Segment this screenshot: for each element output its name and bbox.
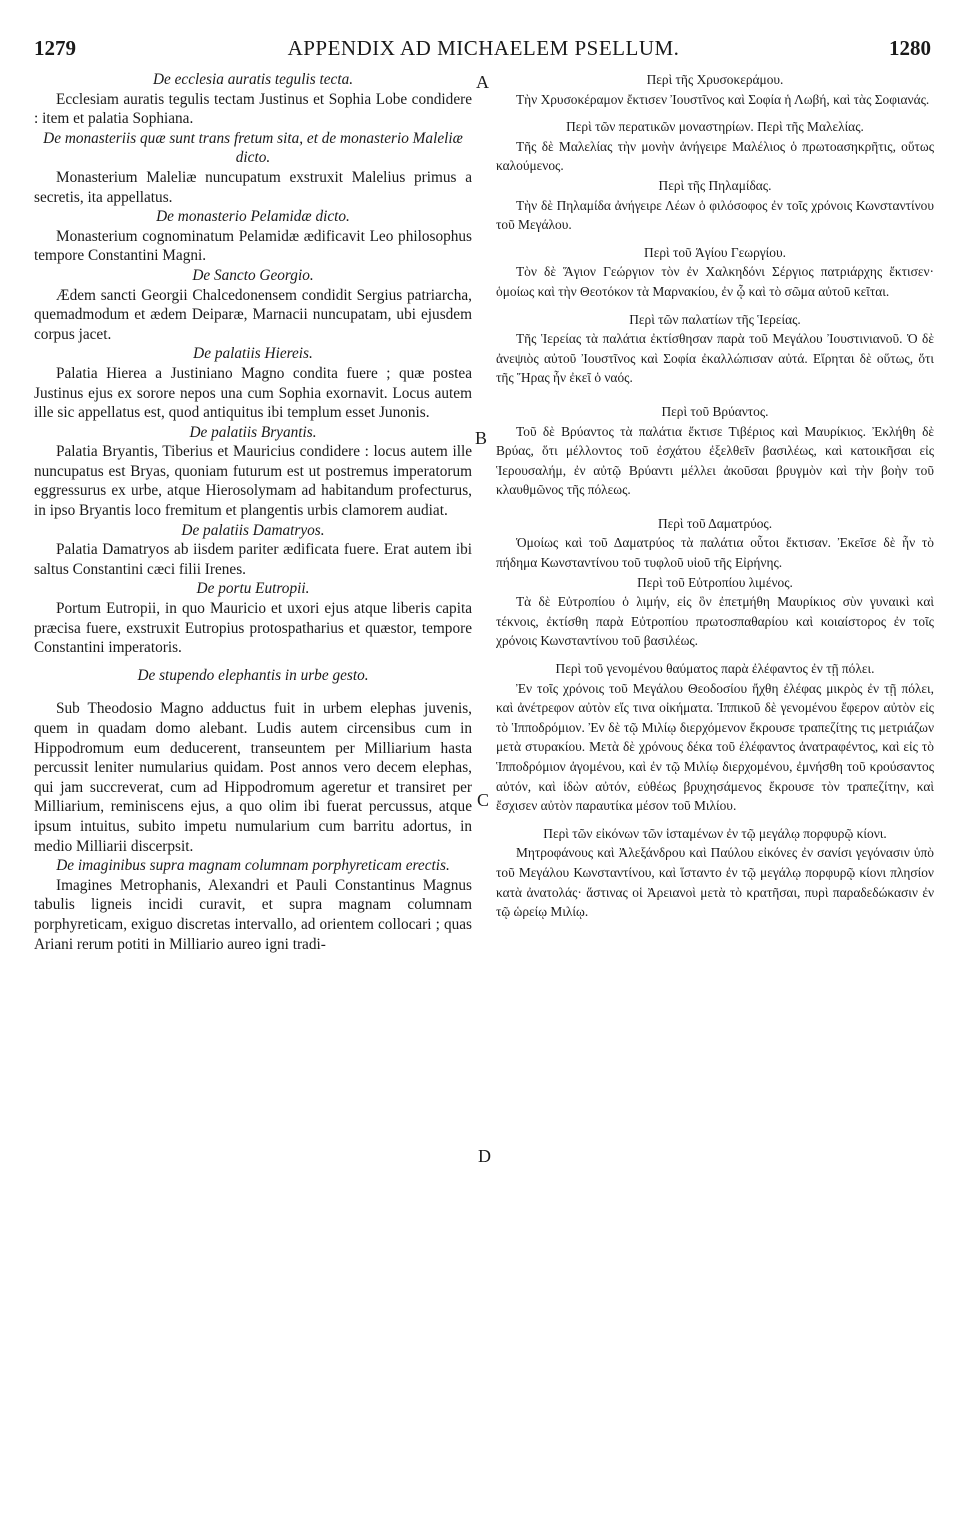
section-title: Περὶ τοῦ γενομένου θαύματος παρὰ ἐλέφαντος ἐν τῇ πόλει.: [555, 661, 875, 677]
section-title: Περὶ τῆς Πηλαμίδας.: [658, 177, 772, 193]
margin-marker-a: A: [476, 72, 489, 92]
section-title: Περὶ τῆς Χρυσοκεράμου.: [646, 72, 784, 87]
section-text: Ἐν τοῖς χρόνοις τοῦ Μεγάλου Θεοδοσίου ἤχθη ἐλέφας μικρὸς ἐν τῇ πόλει, καὶ ἀνέτρεφον αὐτὸν εἴς τινα οἰκήματα. Ἱππικοῦ δὲ γενομένου ἔφερον αὐτὸν εἰς τὸ Ἱπποδρόμιον. Ἐν δὲ τῷ Μιλίῳ διερχόμενον ἔκρουσε τραπεζίτης τις μετριάζων μετὰ στυρακίου. Μετὰ δὲ χρόνους δέκα τοῦ ἐλέφαντος ἀνατραφέντος, καὶ εἰς τὸ Ἱπποδρόμιον ἀγομένου, καὶ ἐν τῷ Μιλίῳ διερχομένου, ἐμνήσθη τοῦ κρούσαντος αὐτόν, καὶ ἰδὼν αὐτόν, εὐθέως βρυχησάμενος ἔκρουσε τὸν τραπεζίτην, καὶ ἔσχισεν αὐτὸν παραυτίκα μέσον τοῦ Μιλίου.: [496, 680, 934, 814]
greek-section: [496, 310, 934, 388]
running-title: APPENDIX AD MICHAELEM PSELLUM.: [287, 36, 680, 60]
section-title: De monasterio Pelamidæ dicto.: [156, 208, 350, 226]
margin-marker-b: B: [475, 428, 488, 448]
section-text: Palatia Bryantis, Tiberius et Mauricius condidere : locus autem ille nuncupatus est Bryas, quoniam futurum est ut postremus imperatorum eggressurus ex urbe, atque Hierosolymam ad habitandum profecturus, in ipso Bryantis loco fremitum et plangentis urbis clamorem audiat.: [34, 443, 472, 520]
greek-section: [496, 70, 934, 109]
greek-section: [496, 176, 934, 235]
section-text: Portum Eutropii, in quo Mauricio et uxori ejus atque liberis capita præcisa fuere, exstruxit Eutropius protospatharius et quæstor, tempore Constantini imperatoris.: [34, 600, 472, 657]
margin-marker-d: D: [478, 1146, 491, 1166]
section-text: Monasterium cognominatum Pelamidæ ædificavit Leo philosophus tempore Constantini Magni.: [34, 227, 472, 265]
section-text: Palatia Damatryos ab iisdem pariter ædificata fuere. Erat autem ibi saltus Constantini cæci filii Irenes.: [34, 541, 472, 578]
latin-section: [34, 579, 472, 657]
section-title: De palatiis Damatryos.: [181, 521, 325, 539]
section-text: Ὁμοίως καὶ τοῦ Δαματρύος τὰ παλάτια οὗτοι ἔκτισαν. Ἐκεῖσε δὲ ἦν τὸ πήδημα Κωνσταντίνου τοῦ τυφλοῦ υἱοῦ τῆς Εἰρήνης.: [496, 535, 934, 571]
section-title: Περὶ τοῦ Δαματρύος.: [657, 515, 773, 531]
latin-section: [34, 521, 472, 580]
page-header: [0, 34, 967, 66]
section-text: Τῆς Ἱερείας τὰ παλάτια ἐκτίσθησαν παρὰ τοῦ Μεγάλου Ἰουστινιανοῦ. Ὁ δὲ ἀνεψιὸς αὐτοῦ Ἰουστῖνος καὶ Σοφία ἐκαλλώπισαν αὐτά. Εἴρηται δὲ οὕτως, ὅτι τῆς Ἥρας ἦν ἐκεῖ ὁ ναός.: [496, 331, 934, 386]
section-title: De ecclesia auratis tegulis tecta.: [152, 71, 354, 88]
section-text: Τῆς δὲ Μαλελίας τὴν μονὴν ἀνήγειρε Μαλέλιος ὁ πρωτοασηκρῆτις, οὕτως καλούμενος.: [496, 138, 934, 174]
section-text: Τὴν δὲ Πηλαμίδα ἀνήγειρε Λέων ὁ φιλόσοφος ἐν τοῖς χρόνοις Κωνσταντίνου τοῦ Μεγάλου.: [496, 197, 934, 233]
section-text: Sub Theodosio Magno adductus fuit in urbem elephas juvenis, quem in quadam domo alebant. Ludis autem circensibus cum in Hippodromum eum deducerent, transeuntem per Milliarium hasta percussit leniter numularius quidam. Post annos vero decem elephas, qui jam succreverat, cum ad Hippodromum ageretur et transiret per Milliarium, reminiscens ejus, a quo olim ibi fuerat percussus, atque ipsum intuitus, subito impetu numularium cum barritu adortus, in medio Milliarii discerpsit.: [34, 700, 472, 855]
section-title: Περὶ τοῦ Εὐτροπίου λιμένος.: [637, 574, 793, 590]
greek-section: [496, 117, 934, 176]
greek-section: [496, 573, 934, 651]
latin-section: [34, 266, 472, 344]
section-title: Περὶ τοῦ Ἁγίου Γεωργίου.: [644, 244, 786, 260]
section-text: Ædem sancti Georgii Chalcedonensem condidit Sergius patriarcha, quemadmodum et ædem Deiparæ, Marnacii nuncupatam, ubi ejusdem corpus jacet.: [34, 286, 472, 343]
section-text: Μητροφάνους καὶ Ἀλεξάνδρου καὶ Παύλου εἰκόνες ἐν σανίσι γεγόνασιν ὑπὸ τοῦ Μεγάλου Κωνσταντίνου, καὶ ἵσταντο ἐν τῷ μεγάλῳ πορφυρῷ κίονι πλησίον κατὰ ἀνατολάς· ἅστινας οἱ Ἀρειανοὶ μετὰ τὸ κρατῆσαι, πυρὶ παραδεδώκασιν ἐν τῷ ὡρείῳ Μιλίῳ.: [496, 845, 934, 920]
section-text: Τὴν Χρυσοκέραμον ἔκτισεν Ἰουστῖνος καὶ Σοφία ἡ Λωβή, καὶ τὰς Σοφιανάς.: [516, 91, 930, 107]
section-title: De imaginibus supra magnam columnam porphyreticam erectis.: [56, 857, 450, 875]
greek-section: [496, 243, 934, 302]
section-title: De Sancto Georgio.: [192, 266, 314, 284]
section-title: Περὶ τοῦ Βρύαντος.: [661, 403, 769, 419]
page-number-right: 1280: [889, 36, 931, 60]
latin-section: [34, 856, 472, 954]
latin-section: [34, 344, 472, 422]
latin-section: [34, 423, 472, 521]
latin-section: [34, 129, 472, 207]
greek-column: [496, 70, 934, 922]
greek-section: [496, 659, 934, 816]
greek-section: [496, 514, 934, 573]
greek-section: [496, 402, 934, 500]
section-text: Ecclesiam auratis tegulis tectam Justinus et Sophia Lobe condidere : item et palatia Sophiana.: [34, 90, 472, 128]
section-title: Περὶ τῶν εἰκόνων τῶν ἱσταμένων ἐν τῷ μεγάλῳ πορφυρῷ κίονι.: [543, 825, 887, 841]
section-title: Περὶ τῶν περατικῶν μοναστηρίων. Περὶ τῆς Μαλελίας.: [566, 119, 864, 135]
latin-section: [34, 666, 472, 856]
latin-column: [34, 70, 472, 954]
section-title: De stupendo elephantis in urbe gesto.: [137, 666, 369, 684]
section-text: Imagines Metrophanis, Alexandri et Pauli Constantinus Magnus tabulis ligneis incidi curavit, et supra magnam columnam porphyreticam, exiguo discretas intervallo, ad orientem collocari ; quas Ariani rerum potiti in Milliario aureo igni tradi-: [34, 876, 472, 953]
section-text: Palatia Hierea a Justiniano Magno condita fuere ; quæ postea Justinus ejus ex sorore nepos una cum Sophia exornavit. Locus autem ille sic appellatus est, quod antiquitus ibi templum esset Junonis.: [34, 364, 472, 422]
latin-section: [34, 70, 472, 129]
margin-marker-c: C: [477, 790, 490, 810]
section-title: Περὶ τῶν παλατίων τῆς Ἱερείας.: [629, 311, 801, 327]
section-text: Τὸν δὲ Ἅγιον Γεώργιον τὸν ἐν Χαλκηδόνι Σέργιος πατριάρχης ἔκτισεν· ὁμοίως καὶ τὴν Θεοτόκον τὰ Μαρνακίου, ἐν ᾧ καὶ τὸ σῶμα αὐτοῦ κεῖται.: [496, 264, 934, 299]
section-text: Monasterium Maleliæ nuncupatum exstruxit Malelius primus a secretis, ita appellatus.: [34, 168, 472, 206]
section-title: De portu Eutropii.: [196, 580, 310, 598]
latin-section: [34, 207, 472, 266]
section-title: De monasteriis quæ sunt trans fretum sita, et de monasterio Maleliæ dicto.: [43, 129, 463, 167]
section-text: Τὰ δὲ Εὐτροπίου ὁ λιμήν, εἰς ὃν ἐπετμήθη Μαυρίκιος σὺν γυναικὶ καὶ τέκνοις, ἐκτίσθη παρὰ Εὐτροπίου πρωτοσπαθαρίου καὶ κοιαίστορος ἐν τοῖς χρόνοις Κωνσταντίνου τοῦ βασιλέως.: [496, 594, 934, 649]
section-title: De palatiis Bryantis.: [189, 423, 317, 441]
section-text: Τοῦ δὲ Βρύαντος τὰ παλάτια ἔκτισε Τιβέριος καὶ Μαυρίκιος. Ἐκλήθη δὲ Βρύας, ὅτι μέλλοντος τοῦ ἐσχάτου ἐξελθεῖν βασιλέως, καὶ κατοικῆσαι εἰς Ἱερουσαλήμ, ἐν αὐτῷ Βρύαντι μέλλει ἀκοῦσαι βρυγμὸν καὶ τὴν βοὴν τοῦ κλαυθμῶνος τῆς πόλεως.: [496, 423, 934, 498]
section-title: De palatiis Hiereis.: [193, 345, 313, 363]
greek-section: [496, 824, 934, 922]
page-number-left: 1279: [34, 36, 76, 60]
